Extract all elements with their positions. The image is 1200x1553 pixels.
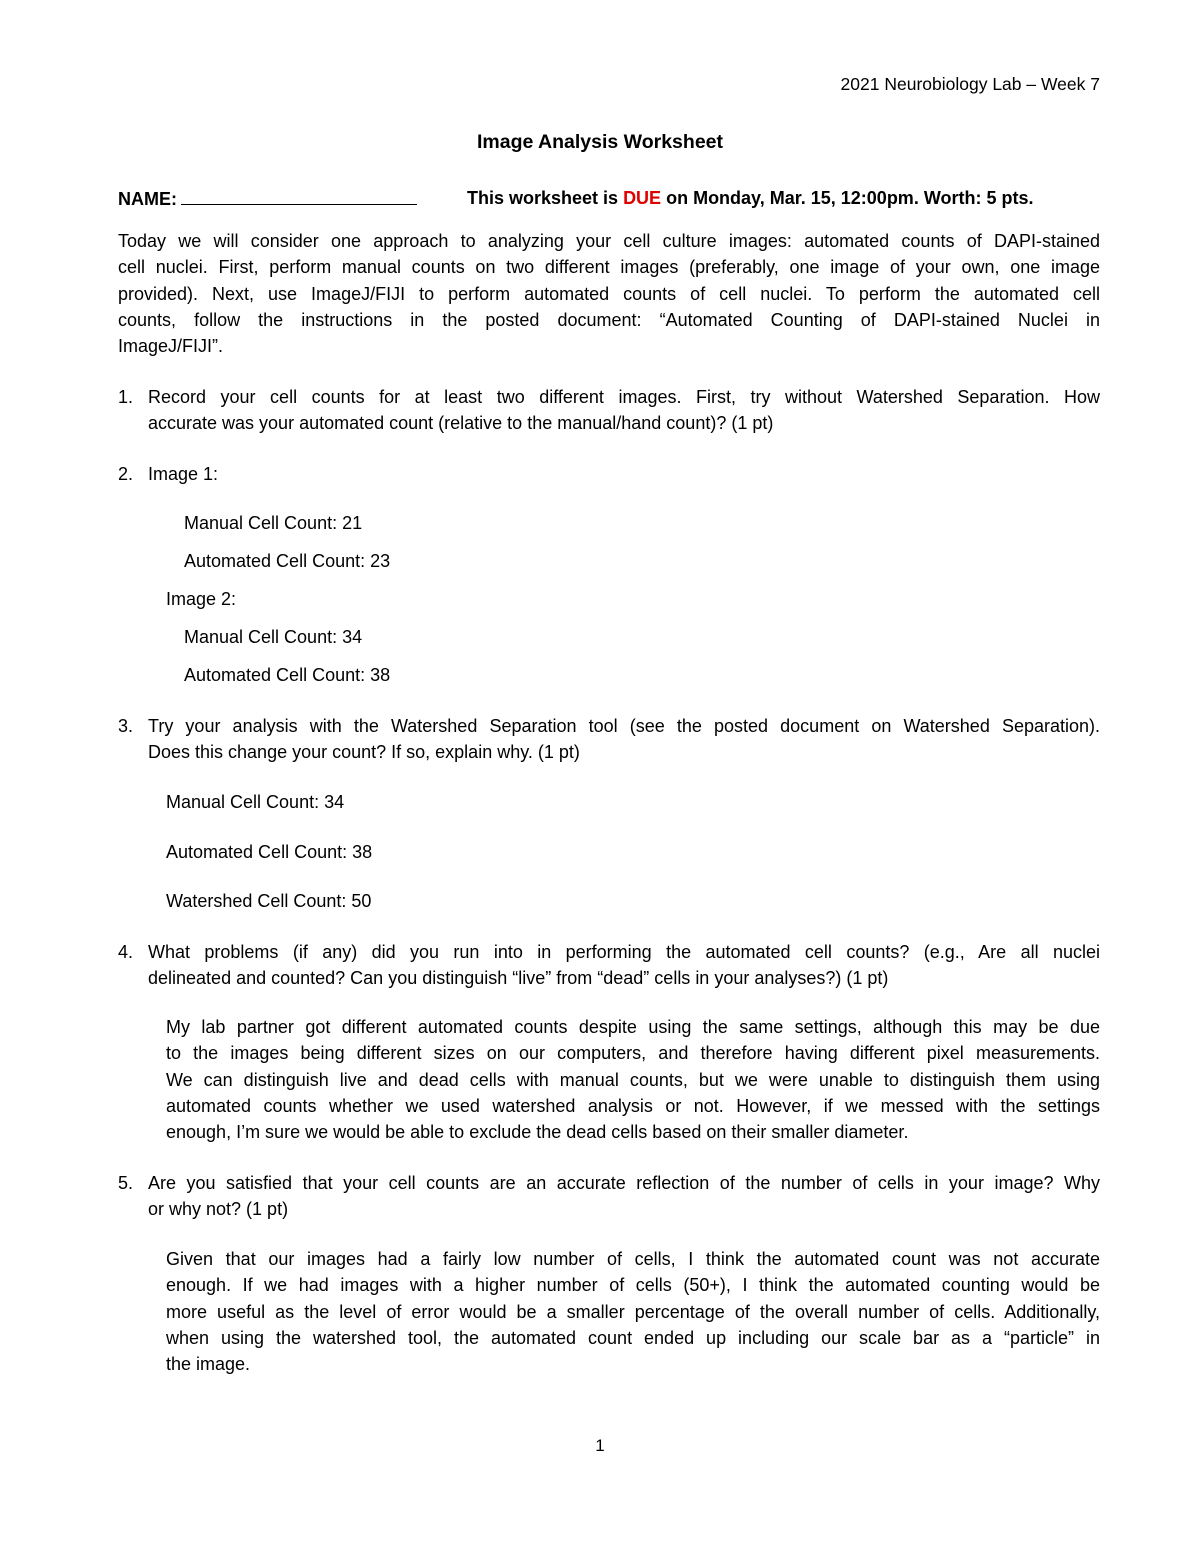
question-number: 4. — [118, 942, 134, 962]
question-line: Try your analysis with the Watershed Separation tool (see the posted document on Watershed Separation). — [148, 716, 1100, 736]
question-line: delineated and counted? Can you distinguish “live” from “dead” cells in your analyses?) (1 pt) — [148, 968, 889, 989]
running-header: 2021 Neurobiology Lab – Week 7 — [840, 74, 1100, 94]
image2-label: Image 2: — [166, 589, 237, 609]
q5-answer — [166, 1246, 1100, 1377]
intro-line: Today we will consider one approach to analyzing your cell culture images: automated counts of DAPI-stained — [118, 231, 1100, 251]
page-number: 1 — [595, 1436, 605, 1455]
answer-line: automated counts whether we used watershed analysis or not. However, if we messed with the settings — [166, 1095, 1100, 1116]
question-line: Are you satisfied that your cell counts are an accurate reflection of the number of cells in your image? Why — [148, 1173, 1100, 1193]
answer-line: to the images being different sizes on our computers, and therefore having different pixel measurements. — [166, 1043, 1100, 1064]
name-label: NAME: — [118, 189, 177, 209]
answer-line: when using the watershed tool, the automated count ended up including our scale bar as a “particle” in — [166, 1327, 1100, 1348]
q4-answer — [166, 1014, 1100, 1145]
due-prefix: This worksheet is — [467, 188, 624, 208]
page-title: Image Analysis Worksheet — [476, 131, 724, 153]
due-emphasis: DUE — [623, 188, 662, 208]
question-line: Image 1: — [148, 464, 219, 484]
question-line: What problems (if any) did you run into in performing the automated cell counts? (e.g., Are all nuclei — [148, 942, 1100, 962]
answer-line: Given that our images had a fairly low number of cells, I think the automated count was not accurate — [166, 1249, 1100, 1269]
question-5-text — [148, 1170, 1100, 1223]
question-line: or why not? (1 pt) — [148, 1199, 289, 1220]
question-4-text — [148, 939, 1100, 992]
q3-automated-count: Automated Cell Count: 38 — [166, 842, 373, 862]
q3-manual-count: Manual Cell Count: 34 — [166, 792, 345, 812]
answer-line: the image. — [166, 1354, 251, 1375]
question-number: 5. — [118, 1173, 134, 1193]
intro-line: ImageJ/FIJI”. — [118, 336, 224, 357]
intro-paragraph — [118, 228, 1100, 359]
question-number: 1. — [118, 387, 134, 407]
intro-line: provided). Next, use ImageJ/FIJI to perform automated counts of cell nuclei. To perform the automated cell — [118, 283, 1100, 304]
due-suffix: on Monday, Mar. 15, 12:00pm. Worth: 5 pts. — [661, 188, 1034, 208]
question-line: Does this change your count? If so, explain why. (1 pt) — [148, 742, 580, 763]
question-line: accurate was your automated count (relative to the manual/hand count)? (1 pt) — [148, 413, 774, 434]
name-blank-line — [181, 188, 417, 205]
due-notice — [467, 188, 1033, 209]
question-number: 2. — [118, 464, 134, 484]
answer-line: My lab partner got different automated counts despite using the same settings, although this may be due — [166, 1017, 1100, 1037]
answer-line: more useful as the level of error would be a smaller percentage of the overall number of cells. Additionally, — [166, 1301, 1100, 1322]
answer-line: enough. If we had images with a higher number of cells (50+), I think the automated counting would be — [166, 1275, 1100, 1296]
intro-line: counts, follow the instructions in the posted document: “Automated Counting of DAPI-stained Nuclei in — [118, 309, 1100, 330]
intro-line: cell nuclei. First, perform manual counts on two different images (preferably, one image of your own, one image — [118, 257, 1100, 278]
image2-automated-count: Automated Cell Count: 38 — [184, 665, 391, 685]
answer-line: We can distinguish live and dead cells with manual counts, but we were unable to distinguish them using — [166, 1069, 1100, 1090]
q3-watershed-count: Watershed Cell Count: 50 — [166, 891, 372, 911]
question-3-text — [148, 713, 1100, 766]
question-number: 3. — [118, 716, 134, 736]
image1-manual-count: Manual Cell Count: 21 — [184, 513, 363, 533]
image2-manual-count: Manual Cell Count: 34 — [184, 627, 363, 647]
question-2-text — [148, 461, 1100, 487]
question-1-text — [148, 384, 1100, 437]
answer-line: enough, I’m sure we would be able to exclude the dead cells based on their smaller diameter. — [166, 1122, 909, 1143]
image1-automated-count: Automated Cell Count: 23 — [184, 551, 391, 571]
question-line: Record your cell counts for at least two different images. First, try without Watershed Separation. How — [148, 387, 1100, 407]
name-field-row — [118, 188, 417, 210]
